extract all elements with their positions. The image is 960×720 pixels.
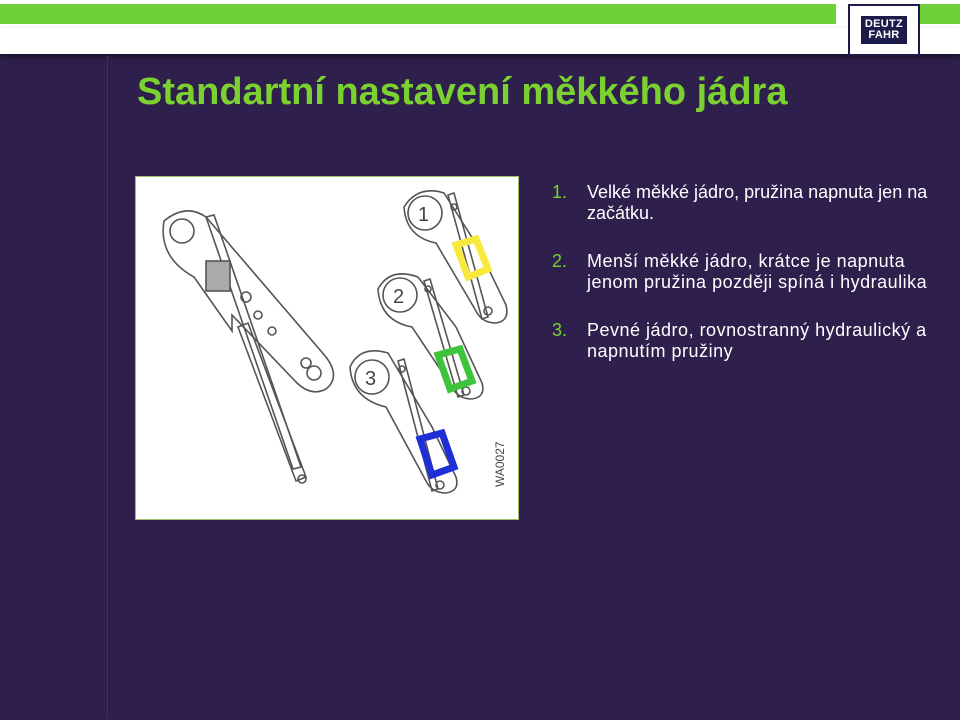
- list-item: [552, 320, 952, 362]
- marker-green: [438, 349, 472, 389]
- figure-label-2: 2: [393, 286, 405, 308]
- figure-code: WA0027: [493, 441, 507, 487]
- list-item-number: 1.: [552, 182, 568, 202]
- settings-list: [552, 182, 952, 389]
- deutz-fahr-logo: [848, 4, 920, 56]
- mechanism-drawing: [136, 177, 518, 519]
- header-accent-bar: [0, 4, 836, 24]
- figure-label-1: 1: [418, 204, 430, 226]
- logo-mark: [861, 16, 907, 44]
- list-item-number: 3.: [552, 320, 568, 340]
- slide-title: Standartní nastavení měkkého jádra: [137, 71, 788, 113]
- figure-label-3: 3: [365, 368, 377, 390]
- list-item: [552, 251, 952, 293]
- header-strip: [0, 28, 960, 54]
- left-rule: [107, 56, 110, 716]
- list-item: [552, 182, 952, 224]
- mechanism-figure: [135, 176, 519, 520]
- list-item-text: Menší měkké jádro, krátce je napnuta jenom pružina později spíná i hydraulika: [587, 251, 928, 292]
- list-item-text: Pevné jádro, rovnostranný hydraulický a napnutím pružiny: [587, 320, 927, 361]
- header-accent-bar-right: [920, 4, 960, 24]
- marker-blue: [420, 433, 454, 475]
- logo-line-2: FAHR: [868, 29, 900, 41]
- logo-line-1: DEUTZ: [864, 18, 904, 30]
- list-item-text: Velké měkké jádro, pružina napnuta jen na začátku.: [587, 182, 928, 223]
- list-item-number: 2.: [552, 251, 568, 271]
